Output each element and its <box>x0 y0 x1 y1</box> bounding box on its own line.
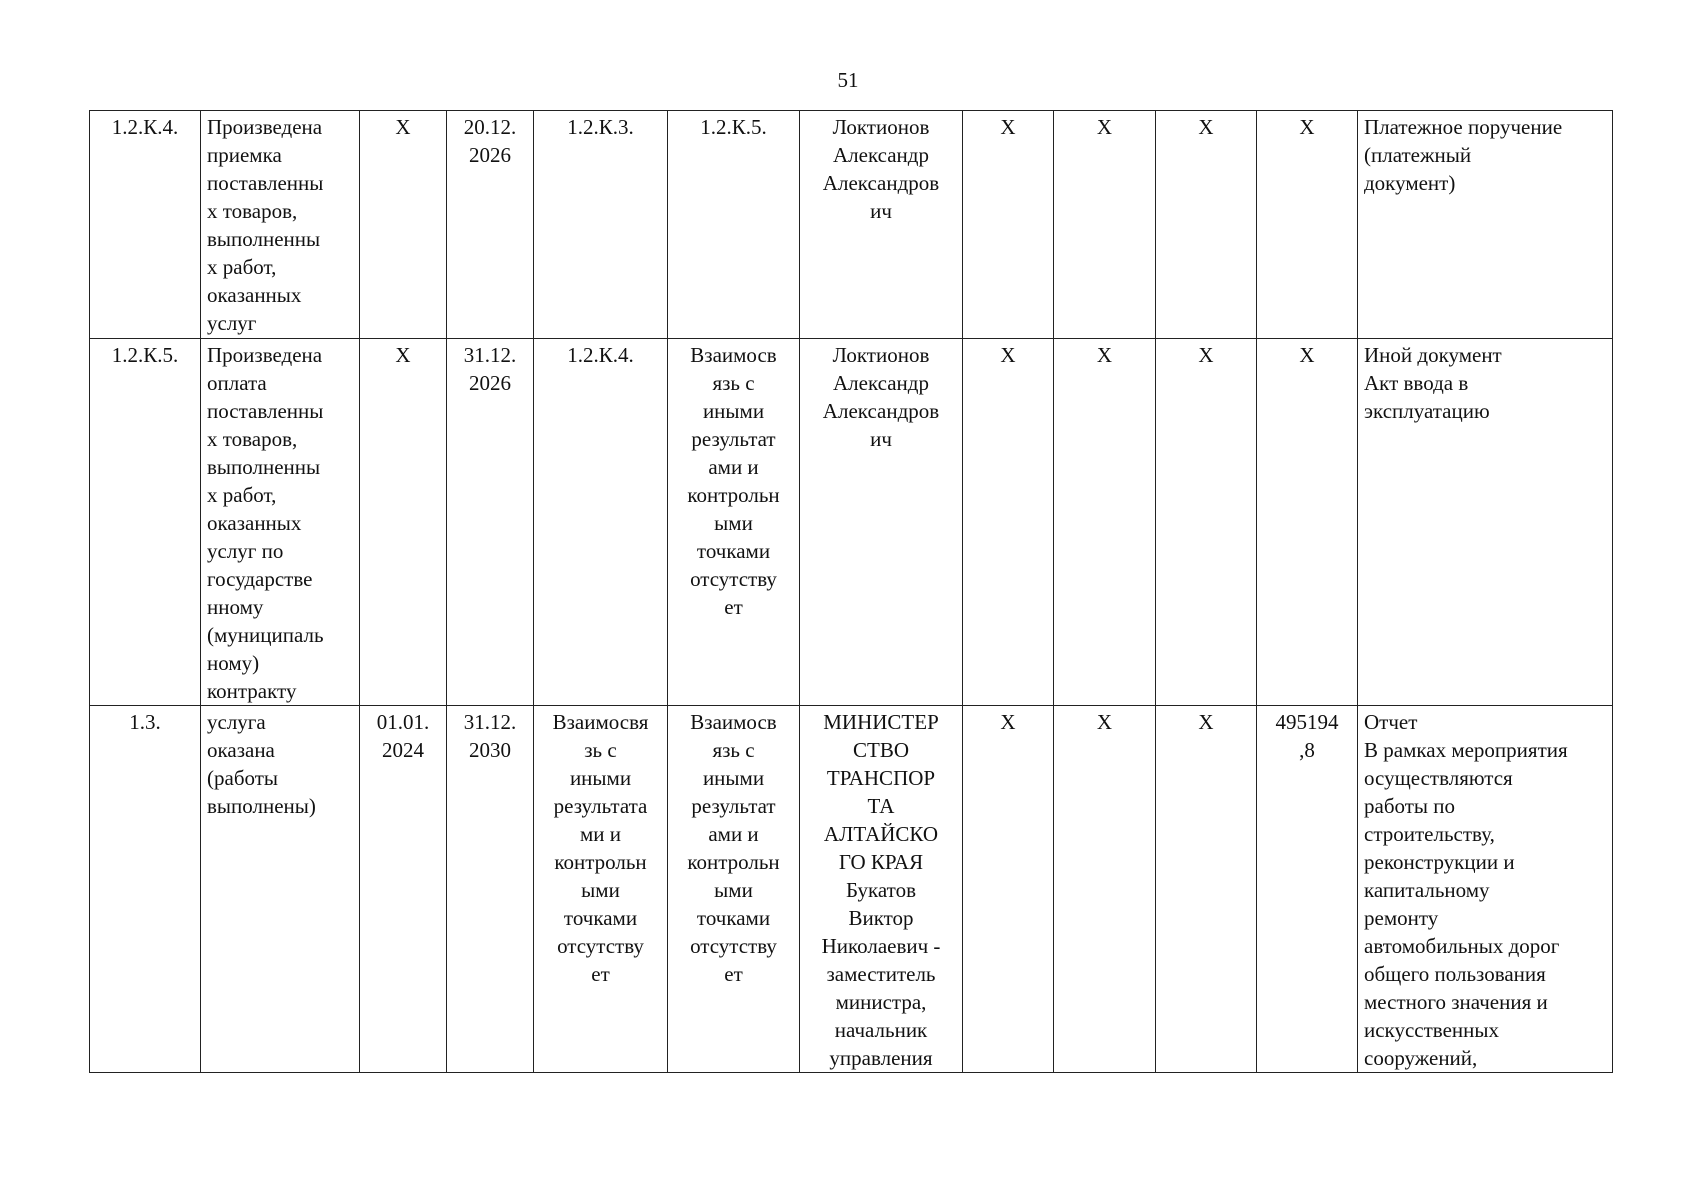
cell-document: Платежное поручение (платежный документ) <box>1358 111 1613 339</box>
cell-responsible: МИНИСТЕР СТВО ТРАНСПОР ТА АЛТАЙСКО ГО КРАЯ Букатов Виктор Николаевич - заместитель министра, начальник управления <box>800 706 963 1073</box>
cell-col10: X <box>1156 111 1257 339</box>
cell-start-date: 01.01. 2024 <box>360 706 447 1073</box>
cell-start-date: X <box>360 339 447 706</box>
table-row <box>90 339 1613 706</box>
page-number <box>0 68 1696 93</box>
cell-col9: X <box>1054 339 1156 706</box>
cell-successor: Взаимосв язь с иными результат ами и контрольн ыми точками отсутству ет <box>668 339 800 706</box>
cell-col10: X <box>1156 339 1257 706</box>
cell-document: Отчет В рамках мероприятия осуществляются работы по строительству, реконструкции и капитальному ремонту автомобильных дорог общего пользования местного значения и искусственных сооружений, <box>1358 706 1613 1073</box>
cell-end-date: 20.12. 2026 <box>447 111 534 339</box>
cell-start-date: X <box>360 111 447 339</box>
table-row <box>90 111 1613 339</box>
cell-successor: Взаимосв язь с иными результат ами и контрольн ыми точками отсутству ет <box>668 706 800 1073</box>
cell-name: Произведена оплата поставленны х товаров, выполненны х работ, оказанных услуг по государстве нному (муниципаль ному) контракту <box>201 339 360 706</box>
cell-successor: 1.2.К.5. <box>668 111 800 339</box>
control-points-table <box>89 110 1613 1073</box>
cell-col8: X <box>963 706 1054 1073</box>
cell-end-date: 31.12. 2030 <box>447 706 534 1073</box>
cell-responsible: Локтионов Александр Александров ич <box>800 339 963 706</box>
cell-predecessor: 1.2.К.3. <box>534 111 668 339</box>
cell-code: 1.3. <box>90 706 201 1073</box>
cell-col9: X <box>1054 706 1156 1073</box>
cell-predecessor: 1.2.К.4. <box>534 339 668 706</box>
cell-col9: X <box>1054 111 1156 339</box>
cell-col8: X <box>963 339 1054 706</box>
cell-col11: X <box>1257 111 1358 339</box>
table-row <box>90 706 1613 1073</box>
cell-col11: X <box>1257 339 1358 706</box>
cell-end-date: 31.12. 2026 <box>447 339 534 706</box>
cell-code: 1.2.К.5. <box>90 339 201 706</box>
cell-responsible: Локтионов Александр Александров ич <box>800 111 963 339</box>
cell-document: Иной документ Акт ввода в эксплуатацию <box>1358 339 1613 706</box>
cell-name: Произведена приемка поставленны х товаров, выполненны х работ, оказанных услуг <box>201 111 360 339</box>
cell-name: услуга оказана (работы выполнены) <box>201 706 360 1073</box>
cell-col10: X <box>1156 706 1257 1073</box>
cell-col8: X <box>963 111 1054 339</box>
cell-code: 1.2.К.4. <box>90 111 201 339</box>
cell-col11: 495194 ,8 <box>1257 706 1358 1073</box>
page-number-text: 51 <box>837 68 859 92</box>
cell-predecessor: Взаимосвя зь с иными результата ми и контрольн ыми точками отсутству ет <box>534 706 668 1073</box>
